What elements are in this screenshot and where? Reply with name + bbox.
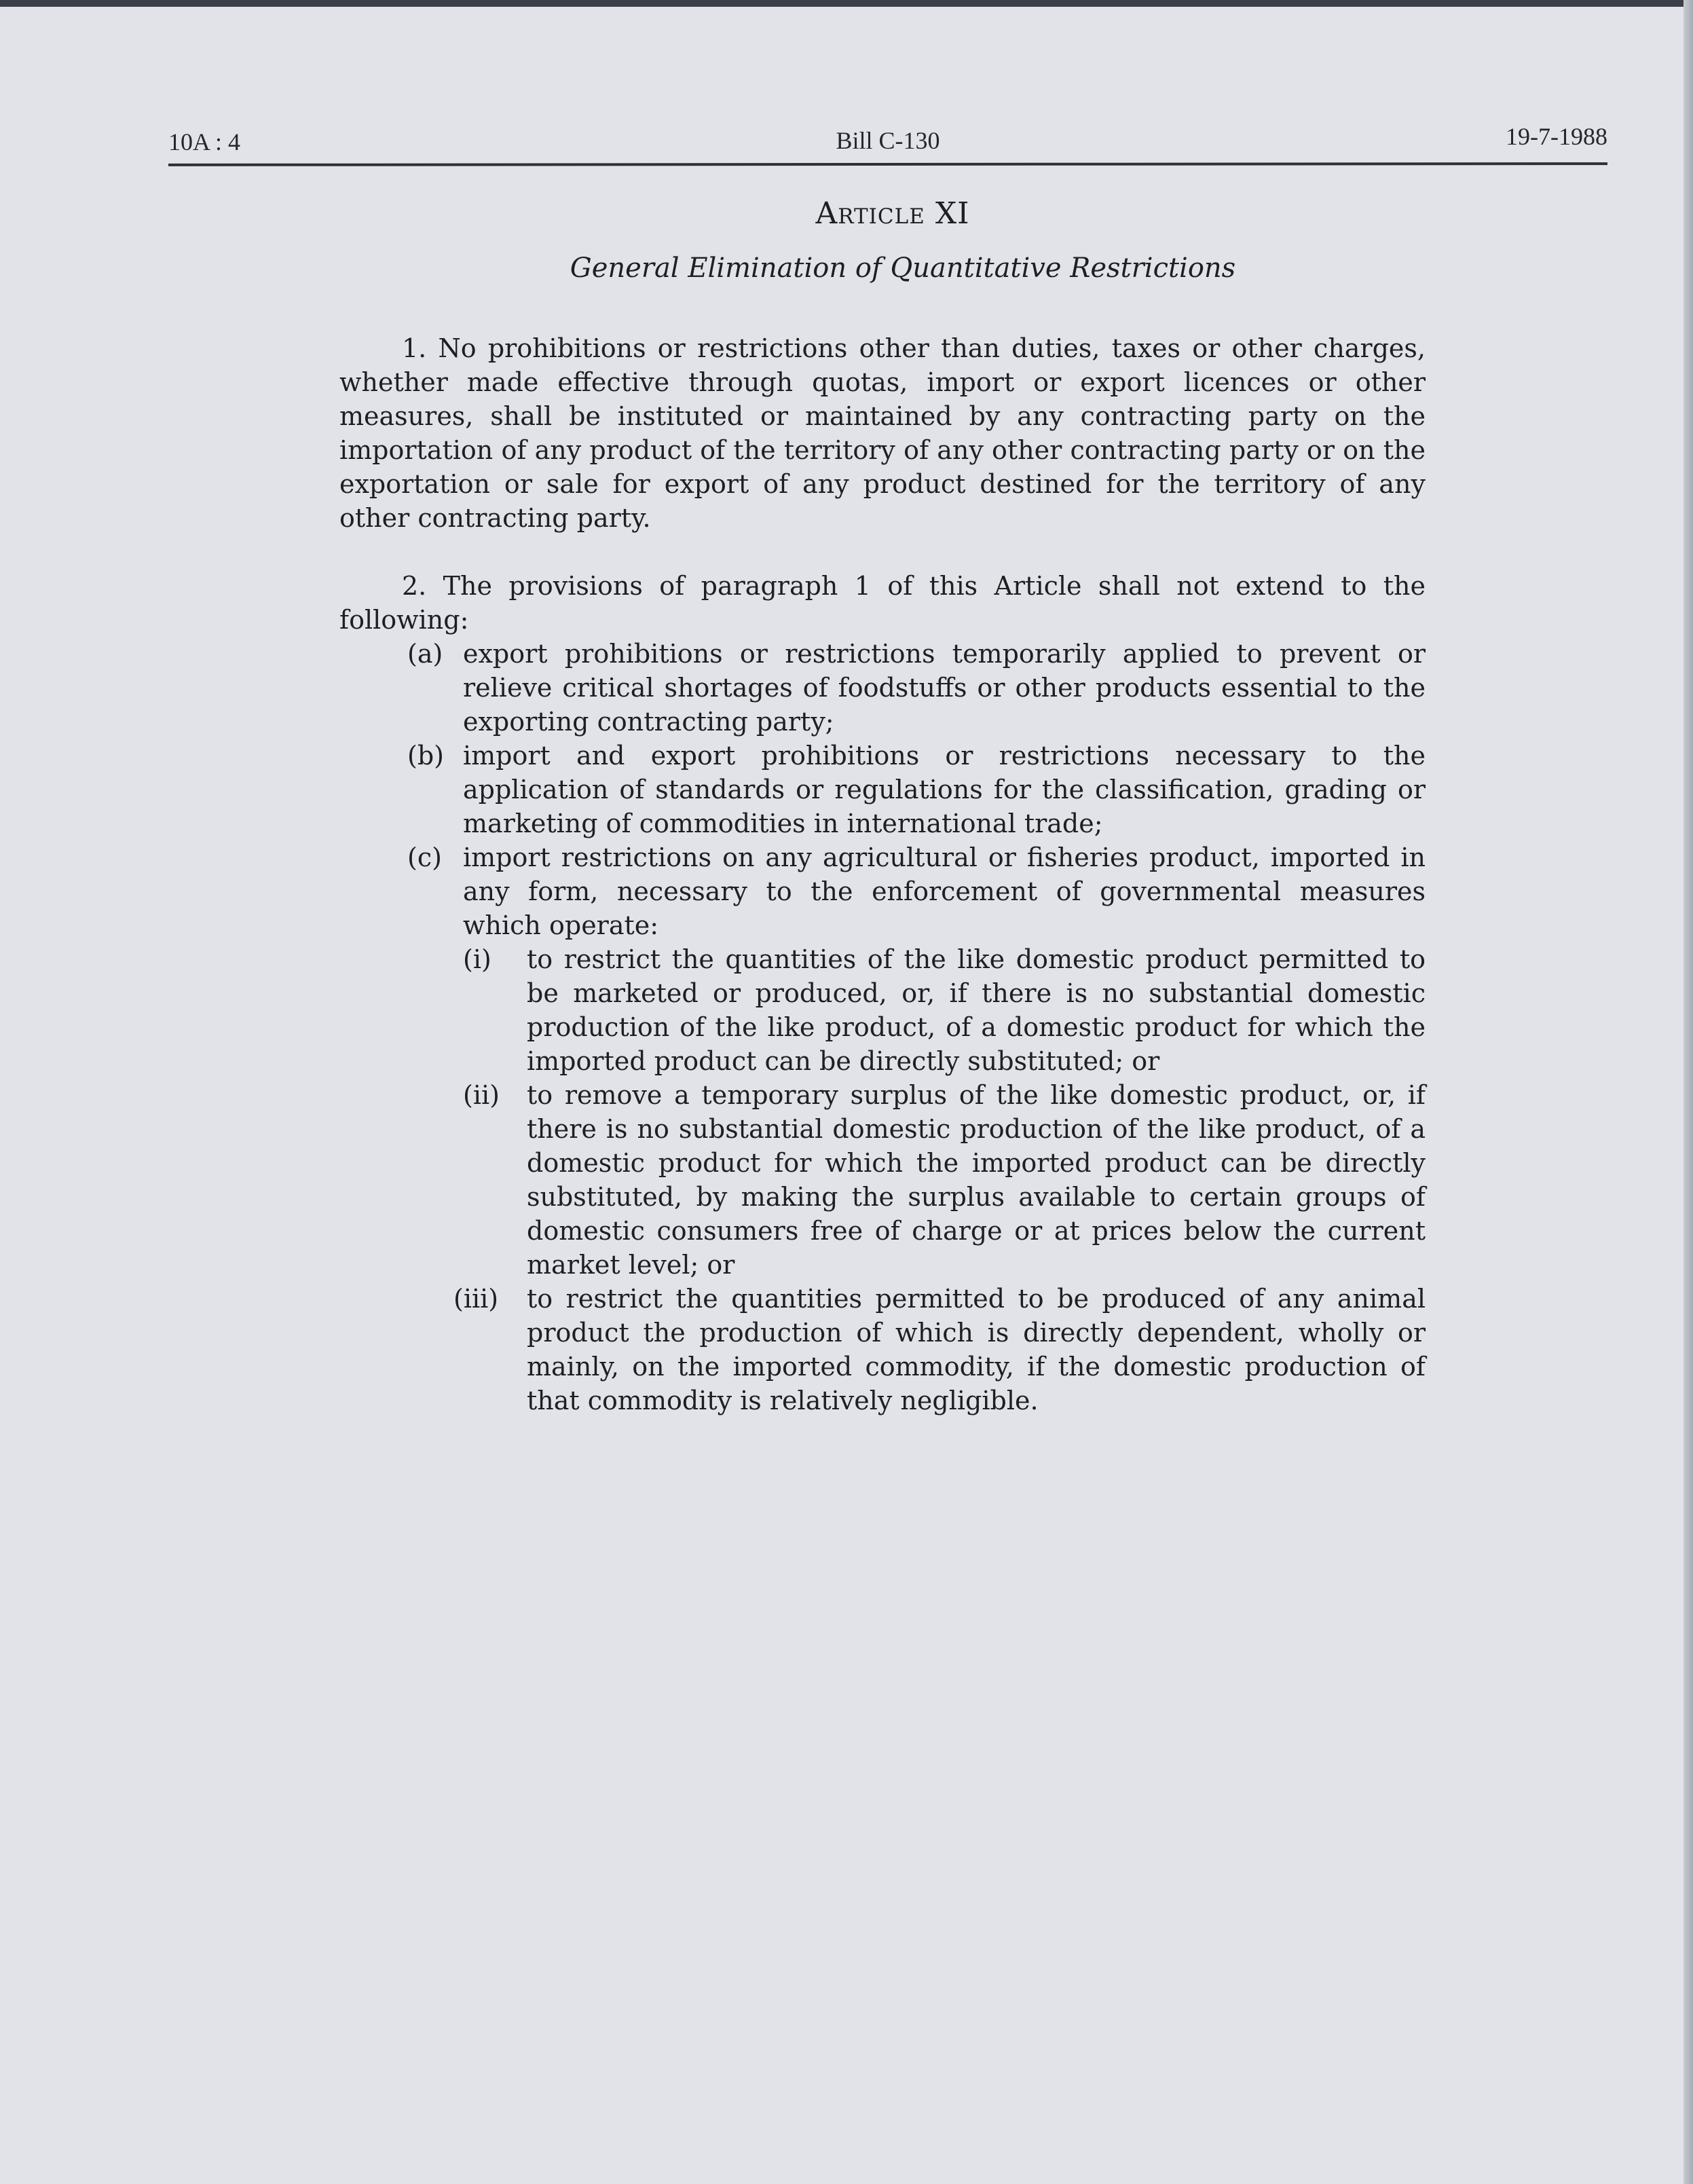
list-item-label: (b)	[407, 741, 444, 771]
sub-list-item	[463, 942, 1426, 1078]
sub-list-item-label: (i)	[463, 944, 491, 974]
header-rule	[168, 162, 1607, 166]
page-header	[168, 122, 1607, 160]
list-item-label: (c)	[407, 843, 442, 872]
scan-right-edge	[1683, 0, 1693, 2184]
scan-top-edge	[0, 0, 1693, 7]
paragraph-2-intro: 2. The provisions of paragraph 1 of this Article shall not extend to the following:	[339, 571, 1426, 635]
exception-list	[407, 637, 1426, 942]
article-body	[339, 197, 1426, 1418]
list-item	[407, 739, 1426, 840]
sub-list-item	[463, 1078, 1426, 1282]
list-item	[407, 840, 1426, 942]
article-title: Article XI	[815, 196, 970, 231]
sub-list-item-label: (ii)	[463, 1080, 500, 1110]
page-number: 10A : 4	[168, 128, 241, 155]
sub-list-item-text: to restrict the quantities of the like domestic product permitted to be marketed or produced, or, if there is no substantial domestic production of the like product, of a domestic product for which the imported product can be directly substituted; or	[527, 944, 1426, 1076]
sub-exception-list	[453, 942, 1426, 1418]
sub-list-item	[453, 1282, 1426, 1418]
list-item-text: export prohibitions or restrictions temporarily applied to prevent or relieve critical shortages of foodstuffs or other products essential to the exporting contracting party;	[463, 639, 1426, 737]
article-subtitle: General Elimination of Quantitative Restrictions	[570, 253, 1236, 284]
list-item-label: (a)	[407, 639, 443, 669]
paragraph-1: 1. No prohibitions or restrictions other than duties, taxes or other charges, whether made effective through quotas, import or export licences or other measures, shall be instituted or maintained by any contracting party on the importation of any product of the territory of any other contracting party or on the exportation or sale for export of any product destined for the territory of any other contracting party.	[339, 333, 1426, 533]
sub-list-item-label: (iii)	[453, 1284, 499, 1314]
sub-list-item-text: to restrict the quantities permitted to be produced of any animal product the production of which is directly dependent, wholly or mainly, on the imported commodity, if the domestic production of that commodity is relatively negligible.	[527, 1284, 1426, 1415]
list-item-text: import restrictions on any agricultural or fisheries product, imported in any form, necessary to the enforcement of governmental measures which operate:	[463, 843, 1426, 940]
list-item	[407, 637, 1426, 739]
document-page	[0, 7, 1683, 2184]
sub-list-item-text: to remove a temporary surplus of the like domestic product, or, if there is no substantial domestic production of the like product, of a domestic product for which the imported product can be directly substituted, by making the surplus available to certain groups of domestic consumers free of charge or at prices below the current market level; or	[527, 1080, 1426, 1280]
header-date: 19-7-1988	[1506, 123, 1607, 150]
list-item-text: import and export prohibitions or restrictions necessary to the application of standards or regulations for the classification, grading or marketing of commodities in international trade;	[463, 741, 1426, 838]
bill-reference: Bill C-130	[836, 127, 940, 154]
